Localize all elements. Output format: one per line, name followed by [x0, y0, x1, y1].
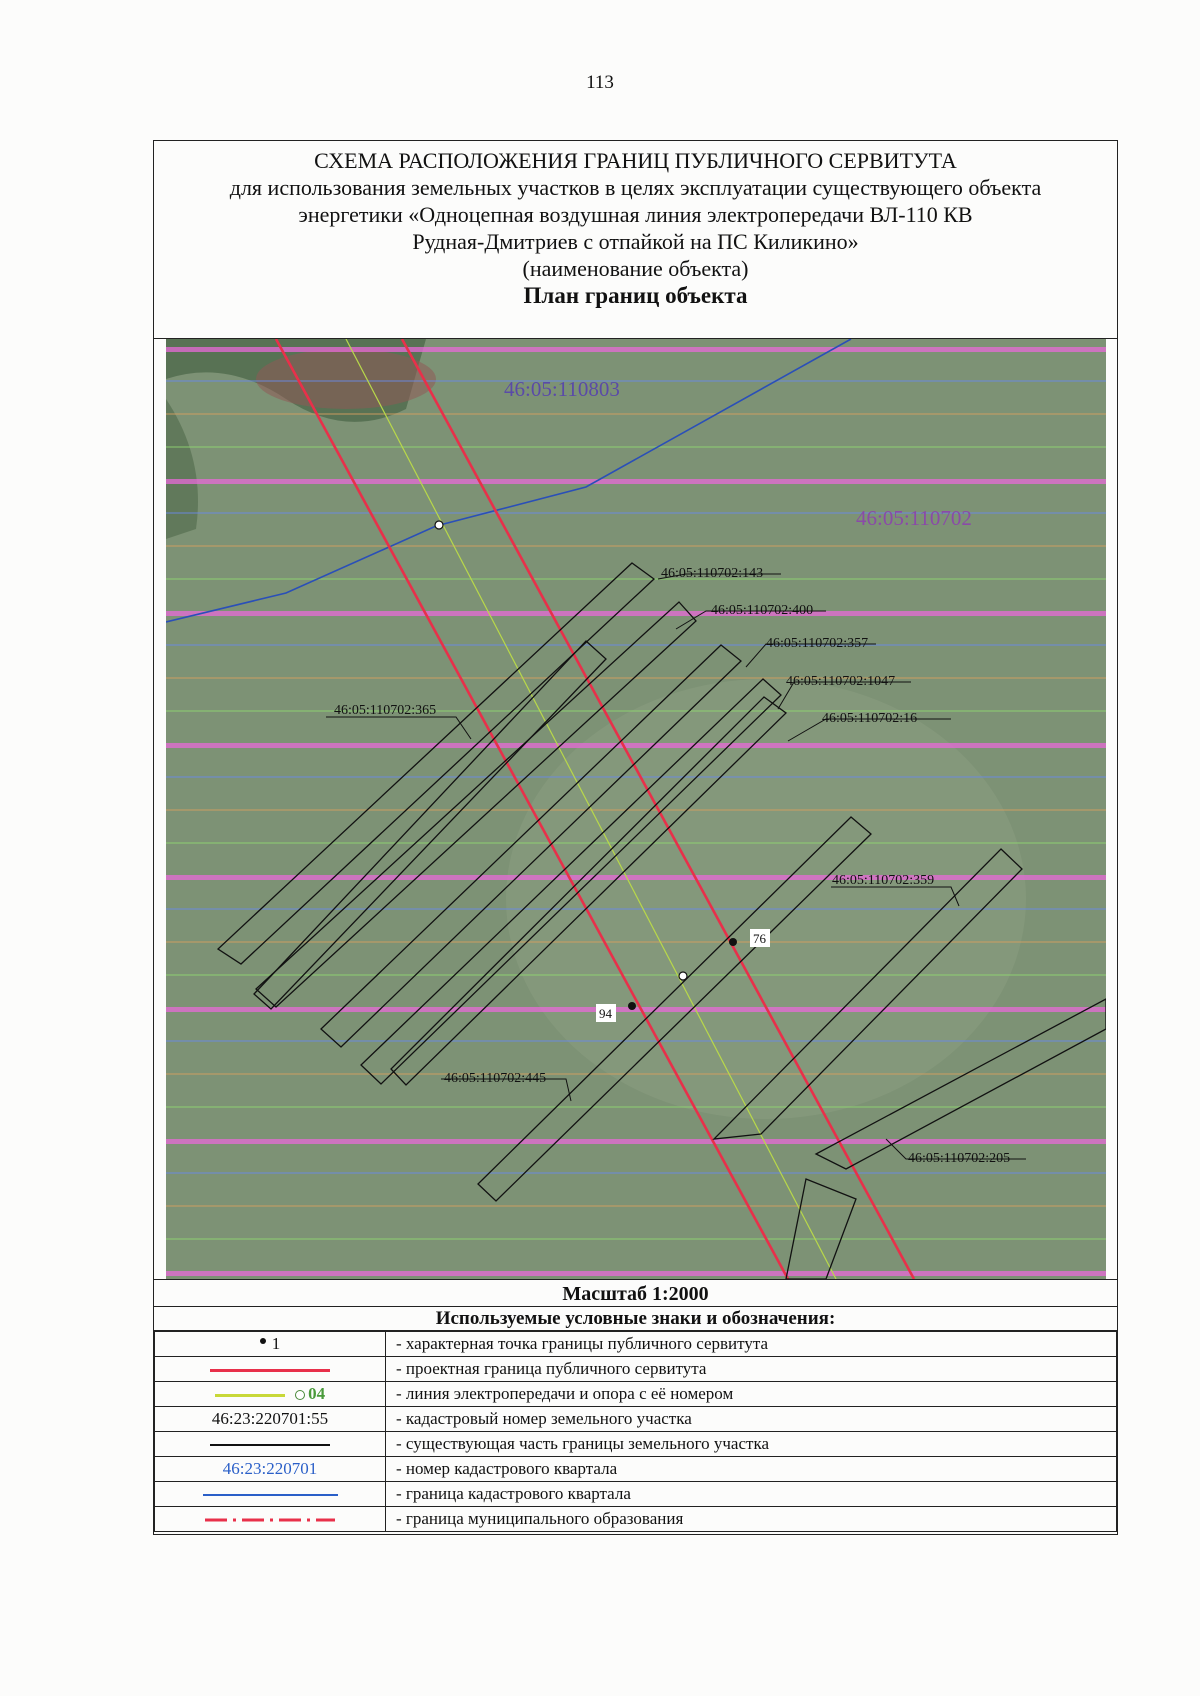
scan-stripe [166, 875, 1106, 880]
parcel-label: 46:05:110702:16 [822, 711, 918, 726]
scan-stripe [166, 677, 1106, 679]
boundary-point [729, 938, 737, 946]
black-line-icon [210, 1444, 330, 1446]
legend-symbol-text: 04 [308, 1384, 326, 1403]
parcel-label: 46:05:110702:400 [711, 603, 814, 618]
scan-stripe [166, 1271, 1106, 1276]
legend-desc: - граница кадастрового квартала [386, 1482, 1117, 1507]
support-icon [295, 1390, 305, 1400]
schema-frame [153, 140, 1118, 1535]
legend-symbol [155, 1357, 386, 1382]
legend-symbol-text: 46:23:220701:55 [211, 1409, 329, 1428]
legend-row [155, 1357, 1117, 1382]
legend-row [155, 1407, 1117, 1432]
legend-table [154, 1331, 1117, 1532]
scan-stripe [166, 545, 1106, 547]
map-area [166, 339, 1106, 1279]
scan-stripe [166, 1238, 1106, 1240]
scan-stripe [166, 743, 1106, 748]
legend-desc: - линия электропередачи и опора с её номером [386, 1382, 1117, 1407]
scan-stripe [166, 1040, 1106, 1042]
schema-subtitle: План границ объекта [523, 283, 748, 308]
legend-symbol-text: 1 [271, 1334, 281, 1353]
point-dot-icon [260, 1338, 266, 1344]
scan-stripe [166, 1007, 1106, 1012]
legend-row [155, 1382, 1117, 1407]
support-icon [435, 521, 443, 529]
legend-symbol [155, 1507, 386, 1532]
scan-stripe [166, 380, 1106, 382]
schema-header [154, 141, 1117, 339]
parcel-label: 46:05:110702:365 [334, 703, 437, 718]
dash-dot-line-icon [205, 1516, 335, 1524]
scan-stripe [166, 347, 1106, 352]
legend-title: Используемые условные знаки и обозначения: [154, 1307, 1117, 1331]
parcel-label: 46:05:110702:445 [444, 1071, 547, 1086]
page-number: 113 [586, 72, 614, 93]
parcel-label: 46:05:110702:359 [832, 873, 935, 888]
scan-stripe [166, 842, 1106, 844]
legend-desc: - номер кадастрового квартала [386, 1457, 1117, 1482]
scan-stripe [166, 908, 1106, 910]
parcel-label: 46:05:110702:205 [908, 1151, 1011, 1166]
legend-row [155, 1507, 1117, 1532]
point-label-94: 94 [599, 1006, 612, 1021]
scan-stripe [166, 974, 1106, 976]
scan-stripe [166, 578, 1106, 580]
legend-desc: - существующая часть границы земельного участка [386, 1432, 1117, 1457]
scan-stripe [166, 644, 1106, 646]
legend-symbol [155, 1432, 386, 1457]
legend-row [155, 1332, 1117, 1357]
legend-row [155, 1457, 1117, 1482]
legend-symbol [155, 1332, 386, 1357]
legend-symbol [155, 1382, 386, 1407]
parcel-label: 46:05:110702:1047 [786, 674, 896, 689]
scan-stripe [166, 710, 1106, 712]
scan-stripe [166, 809, 1106, 811]
scan-stripe [166, 1205, 1106, 1207]
parcel-label: 46:05:110702:357 [766, 636, 869, 651]
schema-line-2: для использования земельных участков в целях эксплуатации существующего объекта [229, 175, 1042, 200]
map-svg [166, 339, 1106, 1279]
legend-desc: - характерная точка границы публичного сервитута [386, 1332, 1117, 1357]
schema-line-4: Рудная-Дмитриев с отпайкой на ПС Киликино» [412, 229, 859, 254]
map-scale: Масштаб 1:2000 [154, 1279, 1117, 1307]
schema-line-3: энергетики «Одноцепная воздушная линия электропередачи ВЛ-110 КВ [298, 202, 973, 227]
schema-title: СХЕМА РАСПОЛОЖЕНИЯ ГРАНИЦ ПУБЛИЧНОГО СЕРВИТУТА [314, 148, 957, 173]
legend-symbol-text: 46:23:220701 [222, 1459, 318, 1478]
parcel-label: 46:05:110702:143 [661, 566, 764, 581]
legend-symbol [155, 1407, 386, 1432]
legend-row [155, 1482, 1117, 1507]
soil-patch [256, 349, 436, 409]
legend-row [155, 1432, 1117, 1457]
scan-stripe [166, 446, 1106, 448]
legend-symbol [155, 1482, 386, 1507]
quarter-label-110803: 46:05:110803 [504, 377, 620, 401]
scan-stripe [166, 611, 1106, 616]
scan-stripe [166, 776, 1106, 778]
scan-stripe [166, 1172, 1106, 1174]
legend-desc: - кадастровый номер земельного участка [386, 1407, 1117, 1432]
scan-stripe [166, 1106, 1106, 1108]
scan-stripe [166, 479, 1106, 484]
legend-symbol [155, 1457, 386, 1482]
legend-desc: - граница муниципального образования [386, 1507, 1117, 1532]
boundary-point [628, 1002, 636, 1010]
power-line-icon [215, 1394, 285, 1397]
scan-stripe [166, 413, 1106, 415]
point-label-76: 76 [753, 931, 766, 946]
blue-line-icon [203, 1494, 338, 1496]
red-line-icon [210, 1369, 330, 1372]
support-icon [679, 972, 687, 980]
schema-line-5: (наименование объекта) [522, 256, 749, 281]
scan-stripe [166, 1139, 1106, 1144]
quarter-label-110702: 46:05:110702 [856, 506, 972, 530]
legend-desc: - проектная граница публичного сервитута [386, 1357, 1117, 1382]
